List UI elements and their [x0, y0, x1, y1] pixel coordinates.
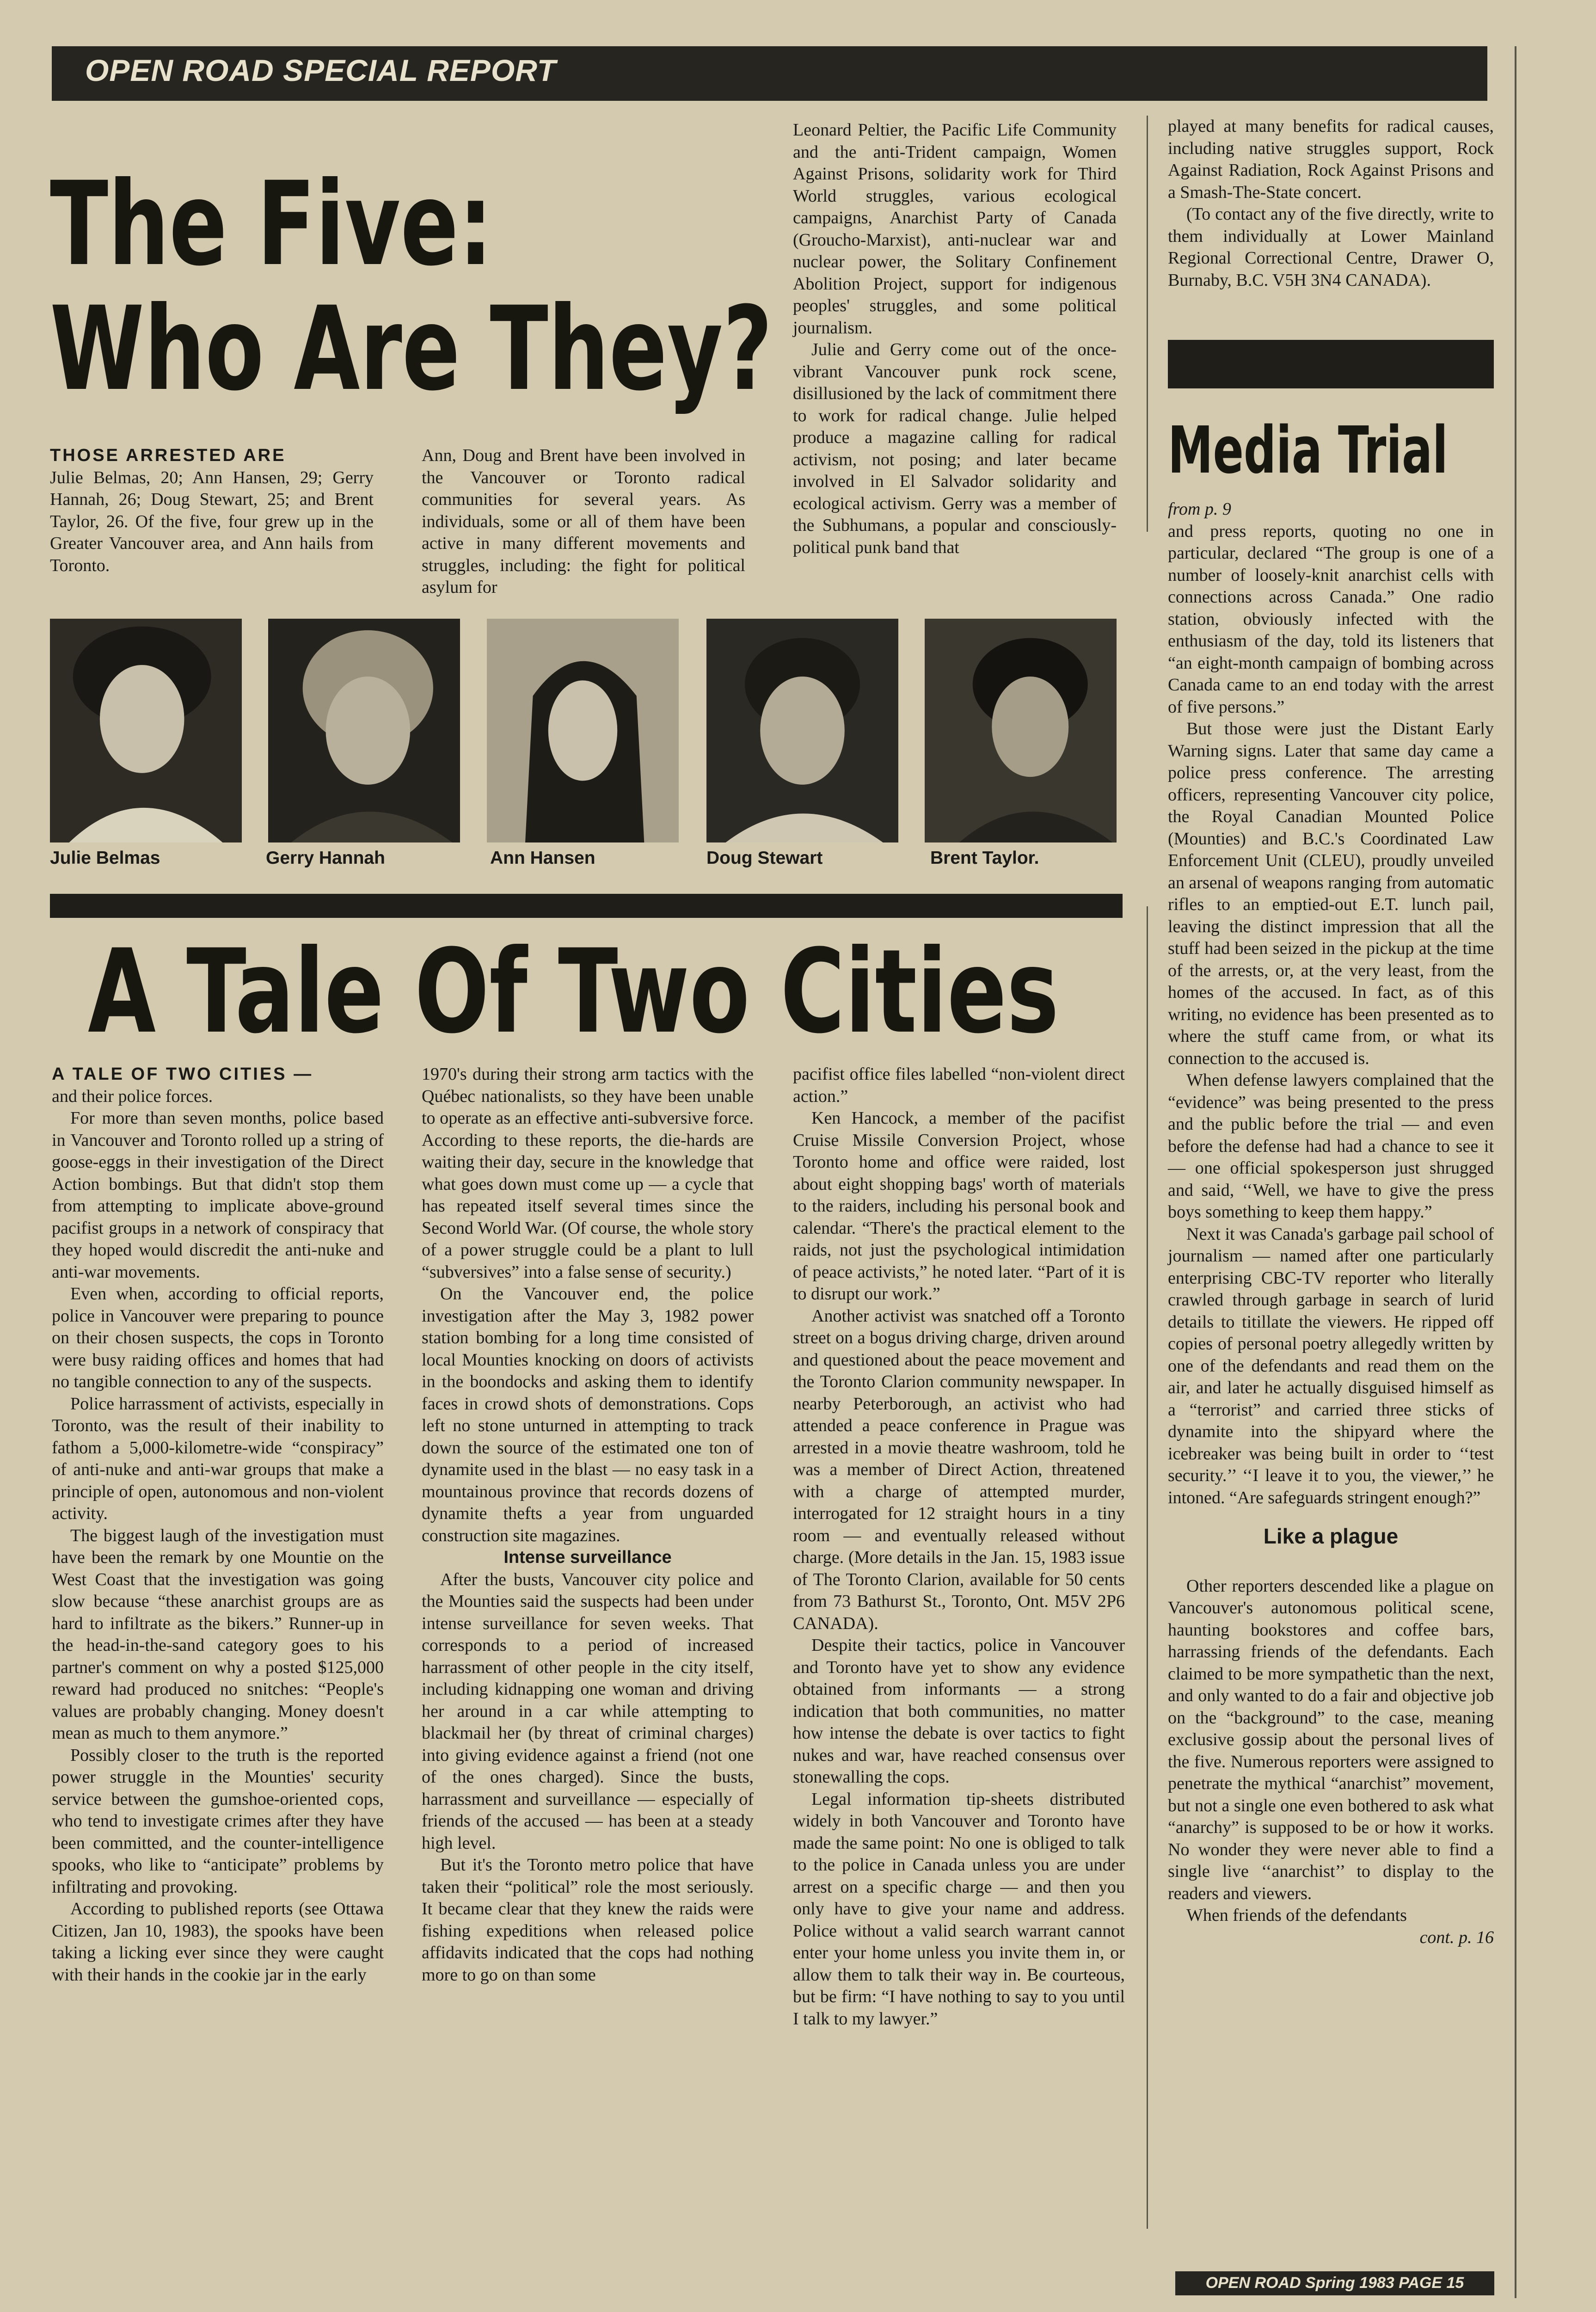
story1-column-1: [50, 445, 374, 577]
photo-doug-stewart: [706, 619, 898, 842]
page-edge-line: [1515, 46, 1516, 2298]
photo-julie-belmas: [50, 619, 242, 842]
column-divider: [1147, 116, 1148, 532]
story2-col1-p3: Police harrassment of activists, especially in Toronto, was the result of their inability to fathom a 5,000-kilometre-wide “conspiracy” of anti-nuke and anti-war groups that make a principle of open, autonomous and non-violent activity.: [52, 1394, 384, 1523]
sidebar-subhead-like-a-plague: Like a plague: [1263, 1524, 1399, 1548]
sidebar-p7: Other reporters descended like a plague on Vancouver's autonomous political scene, haunting bookstores and coffee bars, harrassing friends of the defendants. Each claimed to be more sympathetic than the next, and only wanted to do a fair and objective job on the “background” to the case, meaning exclusive gossip about the personal lives of the five. Numerous reporters were assigned to penetrate the mythical “anarchist” movement, but not a single one even bothered to ask what “anarchy” is supposed to be or how it works. No wonder they were never able to find a single live ‘‘anarchist’’ to display to the readers and viewers.: [1168, 1576, 1494, 1903]
sidebar-p1: played at many benefits for radical causes, including native struggles support, Rock Against Radiation, Rock Against Prisons and a Smash-The-State concert.: [1168, 117, 1494, 202]
story2-rule: [50, 894, 1123, 918]
caption-julie-belmas: Julie Belmas: [50, 848, 160, 868]
sidebar-p6: Next it was Canada's garbage pail school of journalism — named after one particularly enterprising CBC-TV reporter who literally crawled through garbage in search of lurid details to titillate the viewers. He ripped off copies of personal poetry allegedly written by one of the defendants and read them on the air, and later he actually disguised himself as a “terrorist” and carried three sticks of dynamite into the shipyard where the icebreaker was being built in order to ‘‘test security.’’ ‘‘I leave it to you, the viewer,’’ he intoned. “Are safeguards stringent enough?”: [1168, 1224, 1494, 1507]
caption-brent-taylor: Brent Taylor.: [930, 848, 1039, 868]
story2-col1-p1: For more than seven months, police based in Vancouver and Toronto rolled up a string of goose-eggs in their investigation of the Direct Action bombings. But that didn't stop them from attempting to implicate above-ground pacifist groups in a network of conspiracy that they hoped would discredit the anti-nuke and anti-war movements.: [52, 1108, 384, 1282]
sidebar-p8: When friends of the defendants: [1186, 1906, 1407, 1925]
sidebar-top: [1168, 116, 1494, 291]
story2-col2-p0: 1970's during their strong arm tactics with the Québec nationalists, so they have been unable to operate as an effective anti-subversive force. According to these reports, the die-hards are waiting their day, secure in the knowledge that what goes down must come up — a cycle that has repeated itself several times since the Second World War. (Of course, the whole story of a power struggle could be a plant to lull “subversives” into a false sense of security.): [422, 1064, 754, 1282]
story2-col1-p2: Even when, according to official reports, police in Vancouver were preparing to pounce on their chosen suspects, the cops in Toronto were busy raiding offices and homes that had no tangible connection to any of the suspects.: [52, 1284, 384, 1391]
story1-col3-p1: Leonard Peltier, the Pacific Life Community and the anti-Trident campaign, Women Against Prisons, solidarity work for Third World struggles, various ecological campaigns, Anarchist Party of Canada (Groucho-Marxist), anti-nuclear war and nuclear power, the Solitary Confinement Abolition Project, support for indigenous peoples' struggles, and some political journalism.: [793, 120, 1117, 338]
story2-column-2: [422, 1064, 754, 1986]
header-banner: [52, 46, 1487, 101]
sidebar-continued: cont. p. 16: [1419, 1927, 1494, 1947]
sidebar-p5: When defense lawyers complained that the “evidence” was being presented to the press and the public before the trial — and even before the defense had had a chance to see it — one official spokesperson just shrugged and said, ‘‘Well, we have to give the press boys something to keep them happy.”: [1168, 1070, 1494, 1222]
portrait-photo-icon: [50, 619, 242, 842]
caption-gerry-hannah: Gerry Hannah: [266, 848, 385, 868]
story2-column-3: [793, 1064, 1125, 2030]
sidebar-p3: and press reports, quoting no one in particular, declared “The group is one of a number of loosely-knit anarchist cells with connections across Canada.” One radio station, obviously infected with the enthusiasm of the day, told its listeners that “an eight-month campaign of bombing across Canada came to an end today with the arrest of five persons.”: [1168, 521, 1494, 717]
story1-column-2: [422, 445, 745, 599]
story2-col2-p1: On the Vancouver end, the police investigation after the May 3, 1982 power station bombing for a long time consisted of local Mounties knocking on doors of activists in the boondocks and asking them to identify faces in crowd shots of demonstrations. Cops left no stone unturned in attempting to track down the source of the estimated one ton of dynamite used in the blast — no easy task in a mountainous province that records dozens of dynamite thefts a year from unguarded construction site magazines.: [422, 1284, 754, 1545]
story2-col1-p6: According to published reports (see Ottawa Citizen, Jan 10, 1983), the spooks have been taking a licking ever since they were caught with their hands in the cookie jar in the early: [52, 1899, 384, 1985]
sidebar-p2: (To contact any of the five directly, write to them individually at Lower Mainland Regional Correctional Centre, Drawer O, Burnaby, B.C. V5H 3N4 CANADA).: [1168, 204, 1494, 290]
story1-title-line2: Who Are They?: [50, 282, 773, 416]
story2-col1-p0: and their police forces.: [52, 1086, 213, 1106]
portrait-photo-icon: [268, 619, 460, 842]
story1-col1-text: Julie Belmas, 20; Ann Hansen, 29; Gerry Hannah, 26; Doug Stewart, 25; and Brent Taylor, 26. Of the five, four grew up in the Greater Vancouver area, and Ann hails from Toronto.: [50, 467, 374, 575]
sidebar-from: from p. 9: [1168, 499, 1231, 519]
header-banner-text: OPEN ROAD SPECIAL REPORT: [85, 53, 557, 87]
story2-col2-p2: After the busts, Vancouver city police and the Mounties said the suspects had been under intense surveillance for seven weeks. That corresponds to a period of increased harrassment of other people in the city itself, including kidnapping one woman and driving her around in a car while attempting to blackmail her (by threat of criminal charges) into giving evidence against a friend (not one of the ones charged). Since the busts, harrassment and surveillance — especially of friends of the accused — has been at a steady high level.: [422, 1569, 754, 1853]
portrait-photo-icon: [925, 619, 1117, 842]
sidebar-rule: [1168, 340, 1494, 388]
story2-col3-p1: Ken Hancock, a member of the pacifist Cruise Missile Conversion Project, whose Toronto home and office were raided, lost about eight shopping bags' worth of materials to the raiders, including his personal book and calendar. “There's the practical element to the raids, not just the psychological intimidation of peace activists,” he noted later. “Part of it is to disrupt our work.”: [793, 1108, 1125, 1304]
story2-col3-p4: Legal information tip-sheets distributed widely in both Vancouver and Toronto have made the same point: No one is obliged to talk to the police in Canada unless you are under arrest on a specific charge — and then you only have to give your name and address. Police without a valid search warrant cannot enter your home unless you invite them in, or allow them to talk their way in. Be courteous, but be firm: “I have nothing to say to you until I talk to my lawyer.”: [793, 1789, 1125, 2029]
caption-ann-hansen: Ann Hansen: [490, 848, 595, 868]
media-trial-title: Media Trial: [1168, 413, 1448, 488]
story2-col3-p3: Despite their tactics, police in Vancouver and Toronto have yet to show any evidence obtained from informants — a strong indication that both communities, no matter how intense the debate is over tactics to fight nukes and war, have reached consensus over stonewalling the cops.: [793, 1636, 1125, 1787]
sidebar-main: [1168, 498, 1494, 1949]
story2-lead: A TALE OF TWO CITIES —: [52, 1064, 313, 1084]
photo-ann-hansen: [487, 619, 679, 842]
footer-bar: [1175, 2271, 1494, 2295]
story2-column-1: [52, 1064, 384, 1986]
story2-subhead-intense-surveillance: Intense surveillance: [503, 1548, 672, 1567]
column-divider: [1147, 906, 1148, 2229]
story2-col3-p0: pacifist office files labelled “non-violent direct action.”: [793, 1064, 1125, 1106]
photo-brent-taylor: [925, 619, 1117, 842]
story1-column-3: [793, 119, 1117, 559]
portrait-photo-icon: [706, 619, 898, 842]
story2-title: A Tale Of Two Cities: [88, 924, 1059, 1059]
story2-col3-p2: Another activist was snatched off a Toronto street on a bogus driving charge, driven around and questioned about the peace movement and the Toronto Clarion community newspaper. In nearby Peterborough, an activist who had attended a peace conference in Prague was arrested in a movie theatre washroom, told he was a member of Direct Action, threatened with a charge of attempted murder, interrogated for 12 straight hours in a tiny room — and eventually released without charge. (More details in the Jan. 15, 1983 issue of The Toronto Clarion, available for 50 cents from 73 Bathurst St., Toronto, Ont. M5V 2P6 CANADA).: [793, 1306, 1125, 1633]
story1-title-line1: The Five:: [50, 157, 493, 291]
story2-col1-p4: The biggest laugh of the investigation must have been the remark by one Mountie on the West Coast that the investigation was going slow because “these anarchist groups are as hard to infiltrate as the bikers.” Runner-up in the head-in-the-sand category goes to his partner's comment on why a posted $125,000 reward had produced no snitches: “People's values are probably changing. Money doesn't mean as much to them anymore.”: [52, 1525, 384, 1743]
sidebar-p4: But those were just the Distant Early Warning signs. Later that same day came a police press conference. The arresting officers, representing Vancouver city police, the Royal Canadian Mounted Police (Mounties) and B.C.'s Coordinated Law Enforcement Unit (CLEU), proudly unveiled an arsenal of weapons ranging from automatic rifles to an emptied-out E.T. lunch pail, leaving the distinct impression that all the stuff had been seized in the pickup at the time of the arrests, or, at the very least, from the homes of the accused. In fact, as of this writing, no evidence has been presented as to where the stuff came from, or what its connection to the accused is.: [1168, 719, 1494, 1068]
footer-text: OPEN ROAD Spring 1983 PAGE 15: [1205, 2274, 1464, 2292]
story2-col2-p3: But it's the Toronto metro police that have taken their “political” role the most seriously. It became clear that they knew the raids were fishing expeditions when released police affidavits indicated that the cops had nothing more to go on than some: [422, 1855, 754, 1985]
story2-col1-p5: Possibly closer to the truth is the reported power struggle in the Mounties' security service between the gumshoe-oriented cops, who tend to investigate crimes after they have been committed, and the counter-intelligence spooks, who like to “anticipate” problems by infiltrating and provoking.: [52, 1745, 384, 1897]
photo-gerry-hannah: [268, 619, 460, 842]
story1-lead: THOSE ARRESTED ARE: [50, 446, 286, 465]
story1-col2-text: Ann, Doug and Brent have been involved in the Vancouver or Toronto radical communities for several years. As individuals, some or all of them have been active in many different movements and struggles, including: the fight for political asylum for: [422, 446, 745, 597]
story1-col3-p2: Julie and Gerry come out of the once-vibrant Vancouver punk rock scene, disillusioned by the lack of commitment there to work for radical change. Julie helped produce a magazine calling for radical activism, not posing; and later became involved in El Salvador solidarity and ecological activism. Gerry was a member of the Subhumans, a popular and consciously-political punk band that: [793, 340, 1117, 557]
caption-doug-stewart: Doug Stewart: [706, 848, 823, 868]
portrait-photo-icon: [487, 619, 679, 842]
